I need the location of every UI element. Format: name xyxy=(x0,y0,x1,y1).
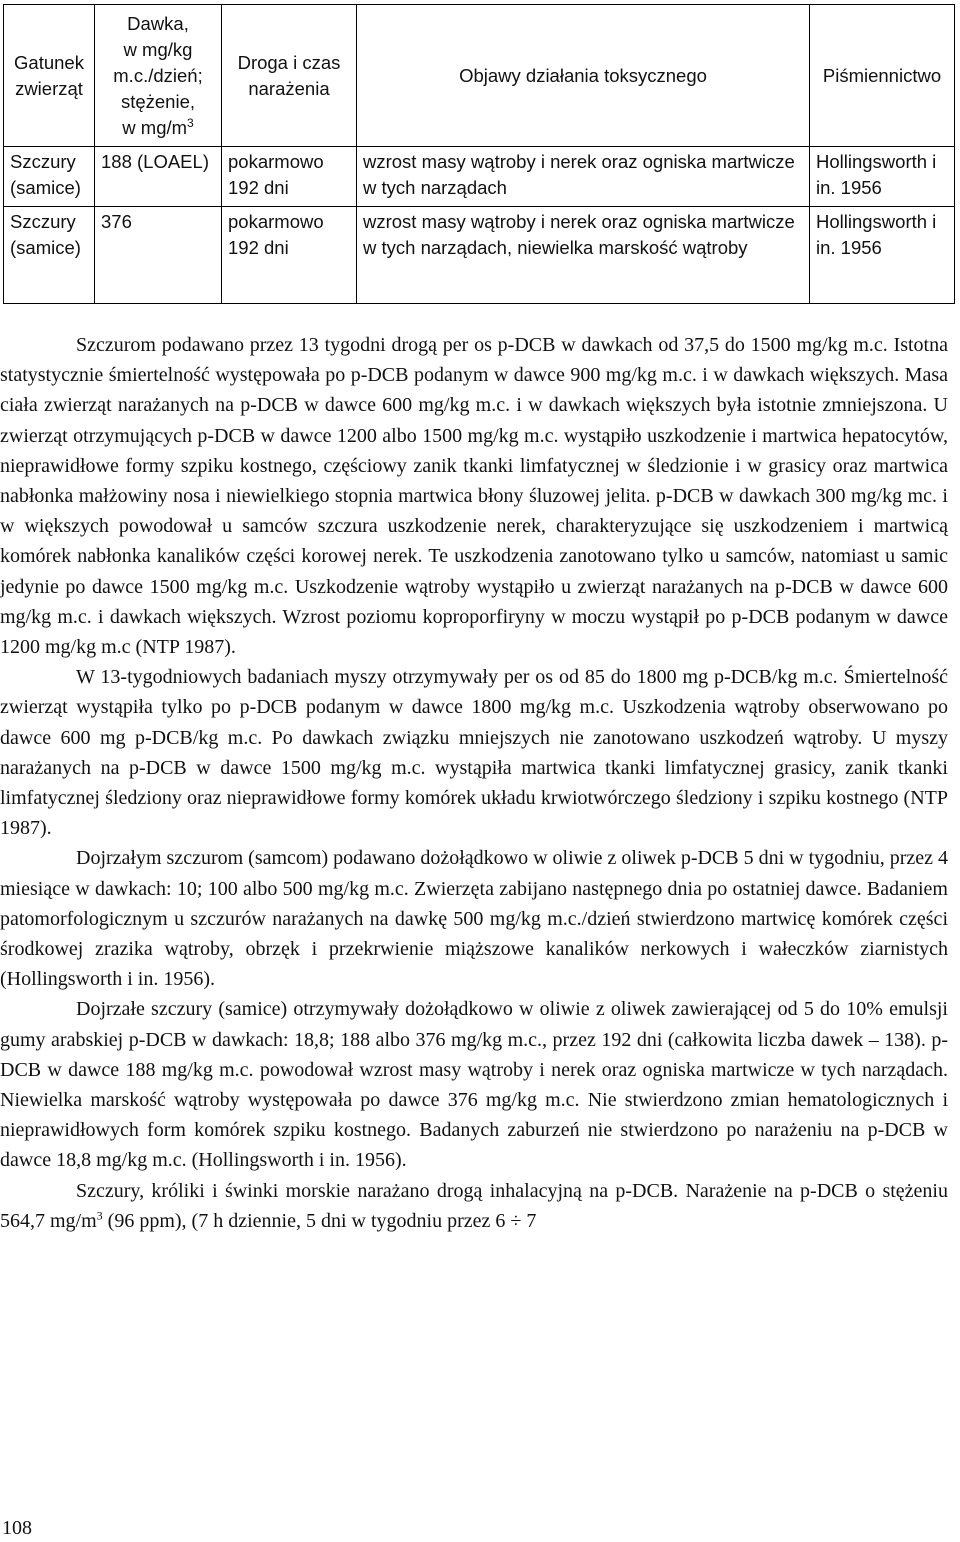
header-route: Droga i czas narażenia xyxy=(222,5,357,147)
paragraph: W 13-tygodniowych badaniach myszy otrzymywały per os od 85 do 1800 mg p-DCB/kg m.c. Śmiertelność zwierząt wystąpiła tylko po p-DCB podanym w dawce 1800 mg/kg m.c. Uszkodzenia wątroby obserwowano po dawce 600 mg p-DCB/kg m.c. Po dawkach związku mniejszych nie zanotowano uszkodzeń wątroby. U myszy narażanych na p-DCB w dawce 1500 mg/kg m.c. wystąpiła martwica tkanki limfatycznej grasicy, zanik tkanki limfatycznej śledziony oraz nieprawidłowe formy komórek układu krwiotwórczego śledziony i szpiku kostnego (NTP 1987). xyxy=(0,666,948,840)
cell-species: Szczury (samice) xyxy=(4,147,95,207)
paragraph-last-text-a: Szczury, króliki i świnki morskie narażano drogą inhalacyjną na p-DCB. Narażenie na p-DCB o stężeniu 564,7 mg/m xyxy=(0,1179,948,1232)
body-text xyxy=(0,330,948,1236)
toxicity-table xyxy=(3,4,955,304)
table-row xyxy=(4,147,955,207)
header-dose-line5: w mg/m xyxy=(122,116,188,138)
header-dose-sup: 3 xyxy=(187,115,194,130)
header-dose-line4: stężenie, xyxy=(120,90,196,112)
table-header-row xyxy=(4,5,955,147)
header-dose-line2: w mg/kg xyxy=(123,38,193,60)
paragraph-last-text-b: (96 ppm), (7 h dziennie, 5 dni w tygodniu przez 6 ÷ 7 xyxy=(102,1209,537,1232)
cell-dose: 188 (LOAEL) xyxy=(95,147,222,207)
cell-route: pokarmowo 192 dni xyxy=(222,207,357,304)
header-dose xyxy=(95,5,222,147)
paragraph-last xyxy=(0,1176,948,1236)
cell-effects: wzrost masy wątroby i nerek oraz ogniska martwicze w tych narządach, niewielka marskość wątroby xyxy=(357,207,810,304)
cell-route: pokarmowo 192 dni xyxy=(222,147,357,207)
paragraph-last-sup: 3 xyxy=(96,1208,103,1223)
header-effects: Objawy działania toksycznego xyxy=(357,5,810,147)
header-references: Piśmiennictwo xyxy=(810,5,955,147)
header-species: Gatunek zwierząt xyxy=(4,5,95,147)
paragraph: Dojrzałym szczurom (samcom) podawano dożołądkowo w oliwie z oliwek p-DCB 5 dni w tygodniu, przez 4 miesiące w dawkach: 10; 100 albo 500 mg/kg m.c. Zwierzęta zabijano następnego dnia po ostatniej dawce. Badaniem patomorfologicznym u szczurów narażanych na dawkę 500 mg/kg m.c./dzień stwierdzono martwicę komórek części środkowej zrazika wątroby, obrzęk i przekrwienie miąższowe kanalików nerkowych i wałeczków ziarnistych (Hollingsworth i in. 1956). xyxy=(0,847,949,991)
paragraph: Szczurom podawano przez 13 tygodni drogą per os p-DCB w dawkach od 37,5 do 1500 mg/kg m.c. Istotna statystycznie śmiertelność występowała po p-DCB podanym w dawce 900 mg/kg m.c. i w dawkach większych. Masa ciała zwierząt narażanych na p-DCB w dawce 600 mg/kg m.c. i w dawkach większych była istotnie zmniejszona. U zwierząt otrzymujących p-DCB w dawce 1200 albo 1500 mg/kg m.c. wystąpiło uszkodzenie i martwica hepatocytów, nieprawidłowe formy szpiku kostnego, częściowy zanik tkanki limfatycznej w śledzionie i w grasicy oraz martwica nabłonka małżowiny nosa i niewielkiego stopnia martwica błony śluzowej jelita. p-DCB w dawkach 300 mg/kg mc. i w większych powodował u samców szczura uszkodzenie nerek, charakteryzujące się uszkodzeniem i martwicą komórek nabłonka kanalików części korowej nerek. Te uszkodzenia zanotowano tylko u samców, natomiast u samic jedynie po dawce 1500 mg/kg m.c. Uszkodzenie wątroby wystąpiło u zwierząt narażanych na p-DCB w dawce 600 mg/kg m.c. i dawkach większych. Wzrost poziomu koproporfiryny w moczu wystąpił po p-DCB podanym w dawce 1200 mg/kg m.c (NTP 1987). xyxy=(0,334,948,659)
header-dose-line3: m.c./dzień; xyxy=(113,64,203,86)
paragraph: Dojrzałe szczury (samice) otrzymywały dożołądkowo w oliwie z oliwek zawierającej od 5 do 10% emulsji gumy arabskiej p-DCB w dawkach: 18,8; 188 albo 376 mg/kg m.c., przez 192 dni (całkowita liczba dawek – 138). p-DCB w dawce 188 mg/kg m.c. powodował wzrost masy wątroby i nerek oraz ogniska martwicze w tych narządach. Niewielka marskość wątroby występowała po dawce 376 mg/kg m.c. Nie stwierdzono zmian hematologicznych i nieprawidłowych form komórek szpiku kostnego. Badanych zaburzeń nie stwierdzono po narażeniu na p-DCB w dawce 18,8 mg/kg m.c. (Hollingsworth i in. 1956). xyxy=(0,998,948,1172)
cell-dose: 376 xyxy=(95,207,222,304)
cell-reference: Hollingsworth i in. 1956 xyxy=(810,147,955,207)
page-number: 108 xyxy=(2,1517,32,1539)
cell-reference: Hollingsworth i in. 1956 xyxy=(810,207,955,304)
header-dose-line1: Dawka, xyxy=(127,12,189,34)
cell-species: Szczury (samice) xyxy=(4,207,95,304)
table-row xyxy=(4,207,955,304)
cell-effects: wzrost masy wątroby i nerek oraz ogniska martwicze w tych narządach xyxy=(357,147,810,207)
